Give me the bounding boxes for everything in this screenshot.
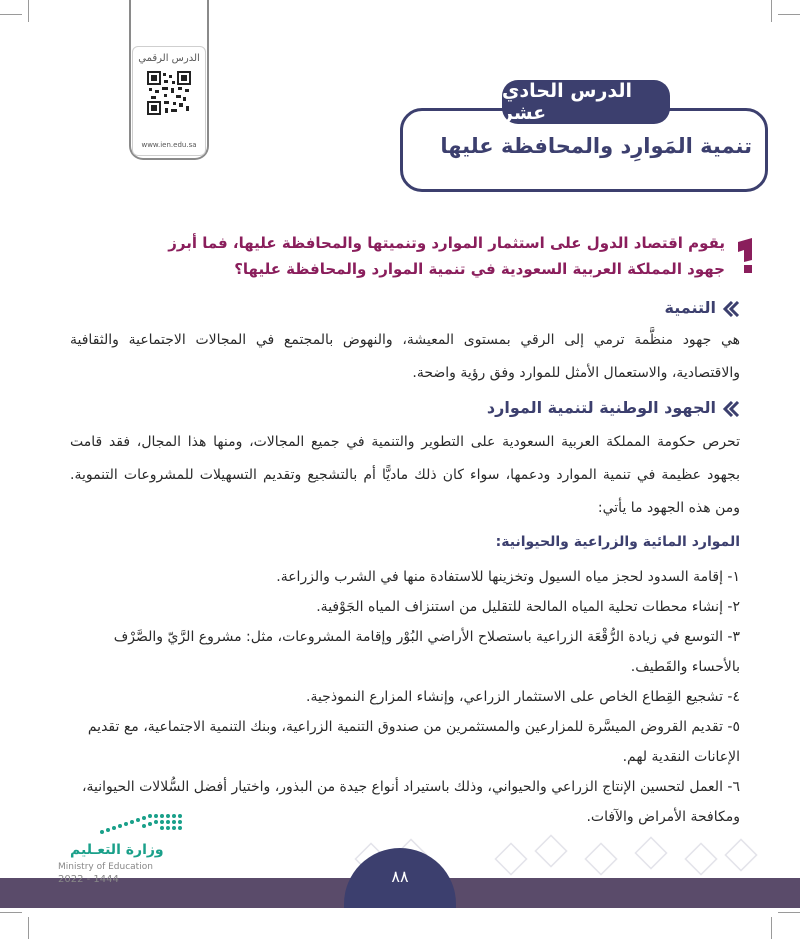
- list-item: ٤- تشجيع القِطاع الخاص على الاستثمار الزراعي، وإنشاء المزارع النموذجية.: [306, 689, 740, 705]
- chevron-left-icon: [722, 301, 740, 317]
- crop-mark: [0, 912, 22, 913]
- page-number: ٨٨: [344, 848, 456, 908]
- efforts-list: [70, 562, 740, 832]
- list-item: ٣- التوسع في زيادة الرُّقْعَة الزراعية باستصلاح الأراضي البُوْر وإقامة المشروعات، مثل: مشروع الرَّيّ والصَّرْف بالأحساء والقَطيف.: [113, 629, 740, 675]
- intro-question: يقوم اقتصاد الدول على استثمار الموارد وتنميتها والمحافظة عليها، فما أبرز جهود المملكة العربية السعودية في تنمية الموارد والمحافظة عليها؟: [168, 234, 725, 278]
- crop-mark: [778, 14, 800, 15]
- chevron-left-icon: [722, 401, 740, 417]
- list-item: ٢- إنشاء محطات تحلية المياه المالحة للتقليل من استنزاف المياه الجَوْفية.: [316, 599, 740, 615]
- section-heading-development: [664, 298, 740, 317]
- list-item: ٥- تقديم القروض الميسَّرة للمزارعين والمستثمرين من صندوق التنمية الزراعية، وبنك التنمية الاجتماعية، مع تقديم الإعانات النقدية لهم.: [87, 719, 740, 765]
- crop-mark: [771, 917, 772, 939]
- crop-mark: [28, 917, 29, 939]
- crop-mark: [28, 0, 29, 22]
- qr-url[interactable]: www.ien.edu.sa: [141, 141, 197, 149]
- lesson-title: تنمية المَوارِد والمحافظة عليها: [440, 134, 752, 158]
- national-efforts-text: تحرص حكومة المملكة العربية السعودية على التطوير والتنمية في جميع المجالات، ومنها هذا المجال، فقد قامت بجهود عظيمة في تنمية الموارد ودعمها، سواء كان ذلك ماديًّا أم بالتشجيع وتقديم التسهيلات للمشروعات التنموية. ومن هذه الجهود ما يأتي:: [70, 434, 740, 516]
- section-heading-national-efforts: [487, 398, 740, 417]
- section-heading-label: التنمية: [664, 298, 716, 317]
- digital-lesson-label: الدرس الرقمي: [138, 53, 200, 64]
- section-heading-label: الجهود الوطنية لتنمية الموارد: [486, 398, 716, 417]
- crop-mark: [778, 912, 800, 913]
- list-item: ٦- العمل لتحسين الإنتاج الزراعي والحيواني، وذلك باستيراد أنواع جيدة من البذور، واختيار أفضل السُّلالات الحيوانية، ومكافحة الأمراض والآفات.: [81, 779, 740, 825]
- development-definition: هي جهود منظَّمة ترمي إلى الرقي بمستوى المعيشة، والنهوض بالمجتمع في المجالات الاجتماعية والثقافية والاقتصادية، والاستعمال الأمثل للموارد وفق رؤية واضحة.: [70, 332, 740, 381]
- ministry-name-ar: وزارة التعـليم: [70, 842, 164, 858]
- question-mark-icon: [736, 238, 754, 274]
- edition-year: 2022 - 1444: [58, 874, 119, 885]
- lesson-number-tab: الدرس الحادي عشر: [502, 80, 670, 124]
- subheading-water-agri-animal: الموارد المائية والزراعية والحيوانية:: [495, 534, 740, 550]
- crop-mark: [771, 0, 772, 22]
- crop-mark: [0, 14, 22, 15]
- digital-lesson-card[interactable]: [132, 46, 206, 156]
- list-item: ١- إقامة السدود لحجز مياه السيول وتخزينها للاستفادة منها في الشرب والزراعة.: [276, 569, 740, 585]
- ministry-logo-icon: [96, 810, 188, 840]
- qr-code-icon[interactable]: [147, 71, 191, 115]
- ministry-name-en: Ministry of Education: [58, 862, 153, 872]
